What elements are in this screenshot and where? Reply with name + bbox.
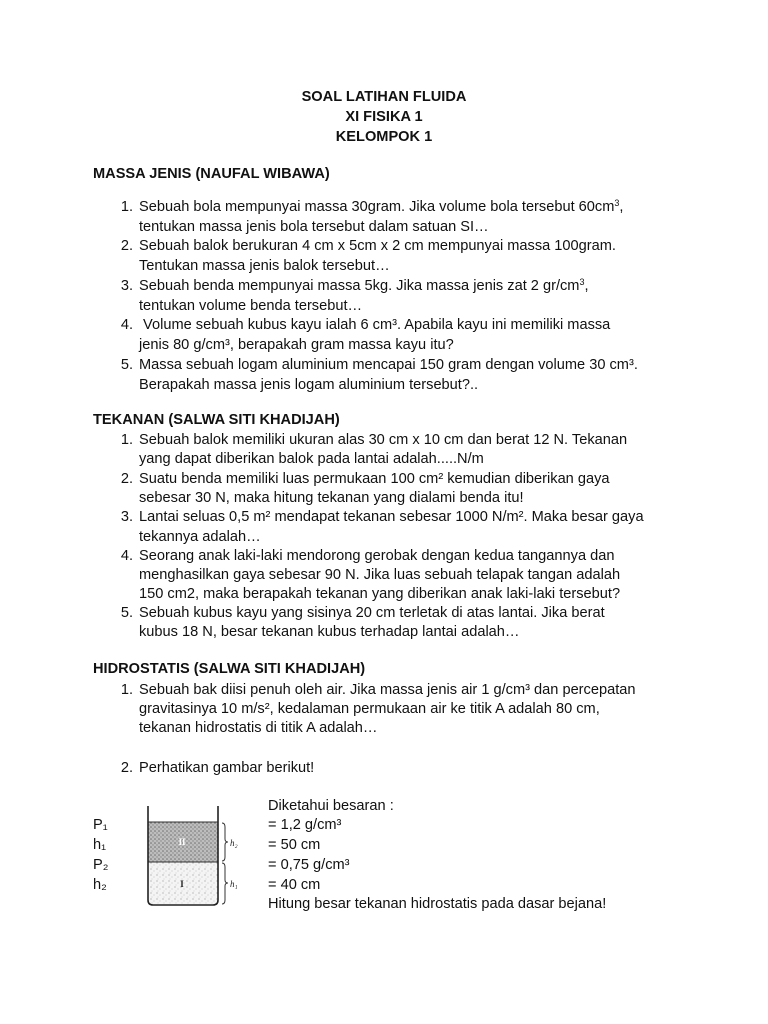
item-text: Sebuah benda mempunyai massa 5kg. Jika massa jenis zat 2 $gr/cm^3$, (139, 277, 589, 294)
container-figure (138, 802, 260, 912)
h-upper-label: h₂ (230, 838, 238, 848)
layer-one-label: I (180, 879, 184, 889)
item-number: 5. (120, 357, 133, 373)
label-p2: P₂ (93, 857, 109, 873)
item-text-cont: tentukan massa jenis bola tersebut dalam satuan SI… (139, 219, 489, 235)
section-heading-hidrostatis: HIDROSTATIS (SALWA SITI KHADIJAH) (93, 661, 366, 677)
item-text-cont: tekanan hidrostatis di titik A adalah… (139, 720, 378, 736)
item-text: Sebuah balok memiliki ukuran alas 30 cm x 10 cm dan berat 12 N. Tekanan (139, 432, 628, 448)
item-number: 2. (120, 760, 133, 776)
item-number: 2. (120, 238, 133, 254)
known-title: Diketahui besaran : (268, 798, 394, 814)
item-number: 5. (120, 605, 133, 621)
item-text-cont: 150 cm2, maka berapakah tekanan yang diberikan anak laki-laki tersebut? (139, 586, 621, 602)
item-number: 4. (120, 548, 133, 564)
title-line-3: KELOMPOK 1 (335, 129, 433, 145)
question-text: Hitung besar tekanan hidrostatis pada dasar bejana! (268, 896, 607, 912)
item-text-cont: tentukan volume benda tersebut… (139, 298, 363, 314)
item-text: Sebuah bola mempunyai massa 30gram. Jika volume bola tersebut $60cm^3$, (139, 198, 624, 215)
item-text-cont: kubus 18 N, besar tekanan kubus terhadap lantai adalah… (139, 624, 520, 640)
brace-lower (222, 863, 228, 904)
item-text-cont: menghasilkan gaya sebesar 90 N. Jika luas sebuah telapak tangan adalah (139, 567, 621, 583)
item-text: Sebuah kubus kayu yang sisinya 20 cm terletak di atas lantai. Jika berat (139, 605, 605, 621)
known-value-p2: = 0,75 g/cm³ (268, 857, 350, 873)
label-h1: h₁ (93, 837, 107, 853)
item-text: Suatu benda memiliki luas permukaan 100 cm² kemudian diberikan gaya (139, 471, 610, 487)
item-number: 2. (120, 471, 133, 487)
item-text-cont: sebesar 30 N, maka hitung tekanan yang dialami benda itu! (139, 490, 524, 506)
item-text-cont: yang dapat diberikan balok pada lantai adalah.....N/m (139, 451, 484, 467)
item-text: Seorang anak laki-laki mendorong gerobak dengan kedua tangannya dan (139, 548, 615, 564)
item-number: 3. (120, 509, 133, 525)
h-lower-label: h₁ (230, 879, 238, 889)
item-text: Lantai seluas 0,5 m² mendapat tekanan sebesar 1000 N/m². Maka besar gaya (139, 509, 644, 525)
item-text-cont: gravitasinya 10 m/s², kedalaman permukaan air ke titik A adalah 80 cm, (139, 701, 600, 717)
item-text-cont: Tentukan massa jenis balok tersebut… (139, 258, 390, 274)
title-line-2: XI FISIKA 1 (345, 109, 423, 125)
label-h2: h₂ (93, 877, 107, 893)
item-text: Perhatikan gambar berikut! (139, 760, 315, 776)
item-text: Volume sebuah kubus kayu ialah 6 cm³. Apabila kayu ini memiliki massa (139, 317, 611, 333)
item-text: Sebuah balok berukuran 4 cm x 5cm x 2 cm mempunyai massa 100gram. (139, 238, 616, 254)
section-heading-tekanan: TEKANAN (SALWA SITI KHADIJAH) (93, 412, 340, 428)
item-number: 1. (120, 199, 133, 215)
item-number: 3. (120, 278, 133, 294)
item-number: 1. (120, 432, 133, 448)
section-heading-massa-jenis: MASSA JENIS (NAUFAL WIBAWA) (93, 166, 330, 182)
known-value-h2: = 40 cm (268, 877, 321, 893)
item-text-cont: tekannya adalah… (139, 529, 261, 545)
label-p1: P₁ (93, 817, 108, 833)
brace-upper (222, 823, 228, 861)
known-value-h1: = 50 cm (268, 837, 321, 853)
item-text: Sebuah bak diisi penuh oleh air. Jika massa jenis air 1 g/cm³ dan percepatan (139, 682, 636, 698)
item-text-cont: jenis 80 g/cm³, berapakah gram massa kayu itu? (139, 337, 454, 353)
title-line-1: SOAL LATIHAN FLUIDA (301, 89, 467, 105)
known-value-p1: = 1,2 g/cm³ (268, 817, 342, 833)
item-number: 1. (120, 682, 133, 698)
item-text-cont: Berapakah massa jenis logam aluminium tersebut?.. (139, 377, 479, 393)
item-text: Massa sebuah logam aluminium mencapai 150 gram dengan volume 30 cm³. (139, 357, 638, 373)
item-number: 4. (120, 317, 133, 333)
layer-two-label: II (178, 837, 186, 847)
